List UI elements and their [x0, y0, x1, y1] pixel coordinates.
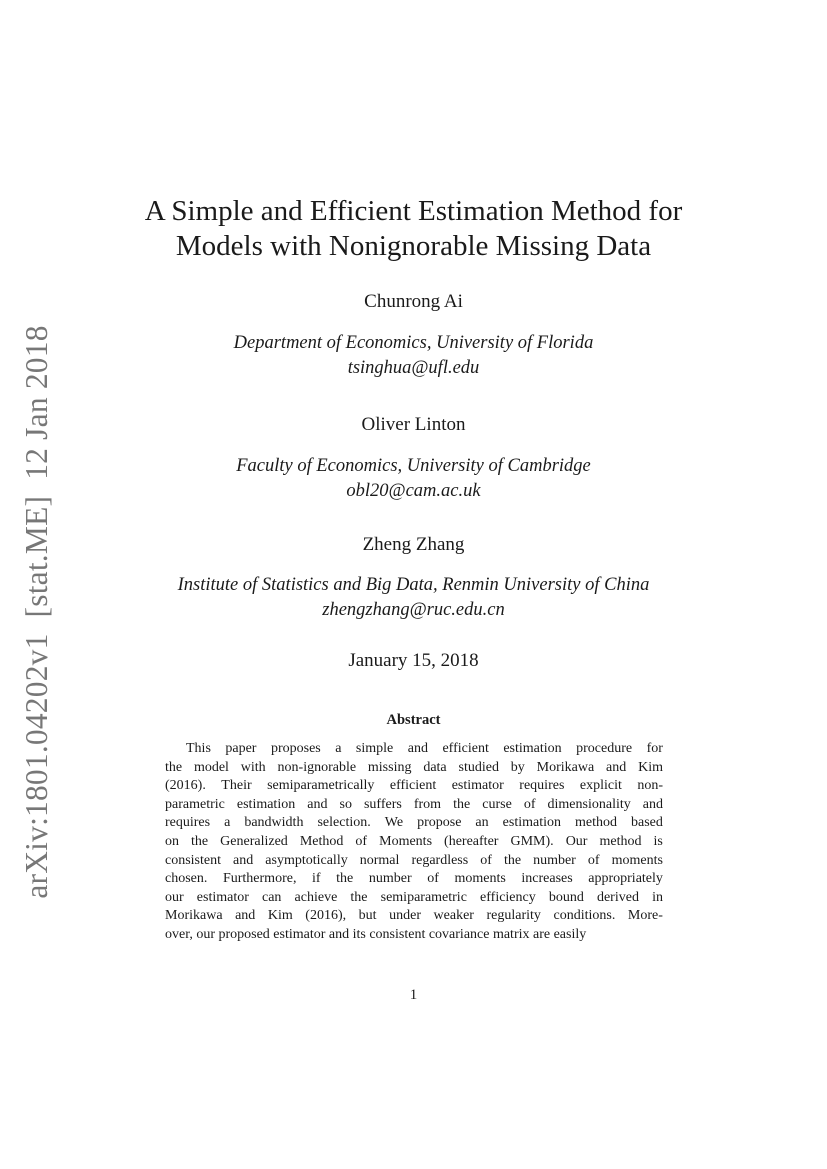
abstract-word: number	[368, 871, 412, 887]
abstract-word: based	[631, 815, 663, 831]
abstract-word: the	[191, 833, 209, 849]
abstract-word: the	[336, 871, 354, 887]
abstract-word: This	[186, 741, 211, 756]
abstract-word: selection.	[317, 815, 371, 831]
abstract-word: is	[653, 833, 663, 849]
abstract-word: a	[335, 741, 342, 756]
abstract-word: consistent	[165, 852, 221, 868]
abstract-word: GMM).	[510, 833, 554, 849]
abstract-word: asymptotically	[265, 852, 348, 868]
abstract-word: estimator	[451, 778, 504, 794]
abstract-word: studied	[458, 759, 499, 775]
abstract-word: achieve	[294, 889, 338, 905]
abstract-word: derived	[596, 889, 639, 905]
abstract-word: under	[389, 908, 421, 924]
abstract-word: an	[475, 815, 489, 831]
abstract-word: the	[165, 759, 183, 775]
abstract-word: of	[587, 852, 600, 868]
page-number: 1	[409, 987, 418, 1003]
abstract-word: on	[165, 833, 179, 849]
abstract-word: regardless	[411, 852, 469, 868]
arxiv-side-stamp	[19, 325, 55, 898]
abstract-word: by	[510, 759, 525, 775]
abstract-word: the	[503, 852, 522, 868]
abstract-word: dimensionality	[547, 796, 631, 812]
abstract-word: procedure	[576, 741, 633, 756]
abstract-word: efficient	[389, 778, 437, 794]
abstract-word: non-ignorable	[277, 759, 357, 775]
author-affiliation-block-3	[100, 573, 727, 623]
abstract-word: method	[599, 833, 642, 849]
author-email-3: zhengzhang@ruc.edu.cn	[322, 600, 505, 620]
abstract-word: explicit	[579, 778, 622, 794]
arxiv-category: [stat.ME]	[19, 495, 54, 618]
abstract-word: parametric	[165, 796, 225, 812]
abstract-word: the	[453, 796, 471, 812]
abstract-word: so	[339, 796, 352, 812]
abstract-word: appropriately	[588, 871, 663, 887]
abstract-heading: Abstract	[386, 712, 441, 728]
abstract-word: We	[384, 815, 404, 831]
title-line-2: Models with Nonignorable Missing Data	[175, 230, 652, 262]
abstract-word: Generalized	[220, 833, 288, 849]
abstract-word: and	[235, 908, 256, 924]
abstract-word: normal	[359, 852, 400, 868]
abstract-word: missing	[367, 759, 412, 775]
abstract-word: Morikawa	[165, 908, 223, 924]
abstract-word: weaker	[433, 908, 474, 924]
author-email-1: tsinghua@ufl.edu	[347, 358, 480, 378]
abstract-word: in	[652, 889, 663, 905]
abstract-word: model	[193, 759, 229, 775]
abstract-word: proposes	[270, 741, 321, 756]
abstract-line	[165, 870, 663, 889]
author-email-2: obl20@cam.ac.uk	[346, 481, 481, 501]
abstract-word: and	[407, 741, 428, 756]
author-affiliation-block-1	[100, 331, 727, 381]
abstract-line	[165, 796, 663, 815]
abstract-line	[165, 740, 663, 759]
abstract-word: (2016),	[305, 908, 347, 924]
abstract-line: over, our proposed estimator and its consistent covariance matrix are easily	[165, 926, 587, 942]
abstract-word: can	[262, 889, 282, 905]
abstract-word: from	[413, 796, 442, 812]
abstract-word: regularity	[486, 908, 541, 924]
abstract-word: Method	[299, 833, 344, 849]
abstract-line	[165, 889, 663, 908]
abstract-word: conditions.	[553, 908, 616, 924]
abstract-word: propose	[417, 815, 462, 831]
abstract-word: (2016).	[165, 778, 206, 794]
abstract-word: number	[533, 852, 576, 868]
author-affiliation-block-2	[100, 454, 727, 504]
abstract-word: requires	[519, 778, 565, 794]
author-name-3: Zheng Zhang	[362, 534, 465, 555]
abstract-word: and	[233, 852, 254, 868]
abstract-word: of	[523, 796, 536, 812]
abstract-word: estimation	[503, 741, 562, 756]
abstract-word: increases	[521, 871, 573, 887]
abstract-word: Furthermore,	[222, 871, 297, 887]
abstract-line	[165, 833, 663, 852]
abstract-word: estimation	[502, 815, 561, 831]
abstract-word: chosen.	[165, 871, 208, 887]
abstract-line	[165, 814, 663, 833]
abstract-word: of	[355, 833, 368, 849]
paper-date: January 15, 2018	[348, 650, 479, 671]
abstract-word: non-	[637, 778, 663, 794]
abstract-word: curse	[482, 796, 512, 812]
abstract-word: and	[642, 796, 663, 812]
abstract-line	[165, 759, 663, 778]
abstract-word: paper	[225, 741, 257, 756]
abstract-word: efficiency	[480, 889, 536, 905]
abstract-word: Moments	[379, 833, 433, 849]
abstract-word: but	[358, 908, 377, 924]
abstract-word: Kim	[638, 759, 663, 775]
abstract-line	[165, 907, 663, 926]
abstract-word: Their	[221, 778, 252, 794]
abstract-body	[165, 740, 663, 945]
paper-title	[100, 194, 727, 264]
abstract-word: a	[224, 815, 231, 831]
abstract-word: bandwidth	[244, 815, 304, 831]
title-line-1: A Simple and Efficient Estimation Method for	[144, 195, 683, 227]
abstract-word: and	[606, 759, 627, 775]
abstract-word: requires	[165, 815, 211, 831]
author-affiliation-2: Faculty of Economics, University of Cambridge	[236, 456, 591, 476]
abstract-line	[165, 852, 663, 871]
abstract-word: of	[480, 852, 492, 868]
abstract-word: simple	[355, 741, 394, 756]
abstract-word: data	[423, 759, 447, 775]
author-affiliation-3: Institute of Statistics and Big Data, Renmin University of China	[177, 575, 650, 595]
abstract-word: efficient	[442, 741, 489, 756]
abstract-word: moments	[611, 852, 663, 868]
abstract-word: for	[646, 741, 663, 756]
arxiv-date: 12 Jan 2018	[19, 325, 54, 480]
abstract-word: More-	[627, 908, 663, 924]
abstract-word: with	[240, 759, 266, 775]
abstract-line	[165, 777, 663, 796]
abstract-word: Morikawa	[536, 759, 595, 775]
abstract-word: bound	[548, 889, 584, 905]
abstract-word: our	[165, 889, 184, 905]
abstract-word: estimation	[236, 796, 296, 812]
abstract-word: semiparametric	[380, 889, 467, 905]
abstract-word: if	[312, 871, 321, 887]
abstract-word: of	[427, 871, 439, 887]
author-name-2: Oliver Linton	[361, 414, 466, 435]
abstract-word: Kim	[267, 908, 293, 924]
abstract-word: suffers	[363, 796, 402, 812]
abstract-word: semiparametrically	[267, 778, 375, 794]
author-name-1: Chunrong Ai	[364, 291, 463, 312]
arxiv-id: arXiv:1801.04202v1	[19, 633, 54, 899]
abstract-word: method	[575, 815, 617, 831]
abstract-word: and	[307, 796, 328, 812]
abstract-word: the	[350, 889, 368, 905]
abstract-word: moments	[454, 871, 506, 887]
abstract-word: Our	[565, 833, 588, 849]
abstract-word: estimator	[196, 889, 249, 905]
abstract-word: (hereafter	[444, 833, 499, 849]
author-affiliation-1: Department of Economics, University of Florida	[233, 333, 594, 353]
